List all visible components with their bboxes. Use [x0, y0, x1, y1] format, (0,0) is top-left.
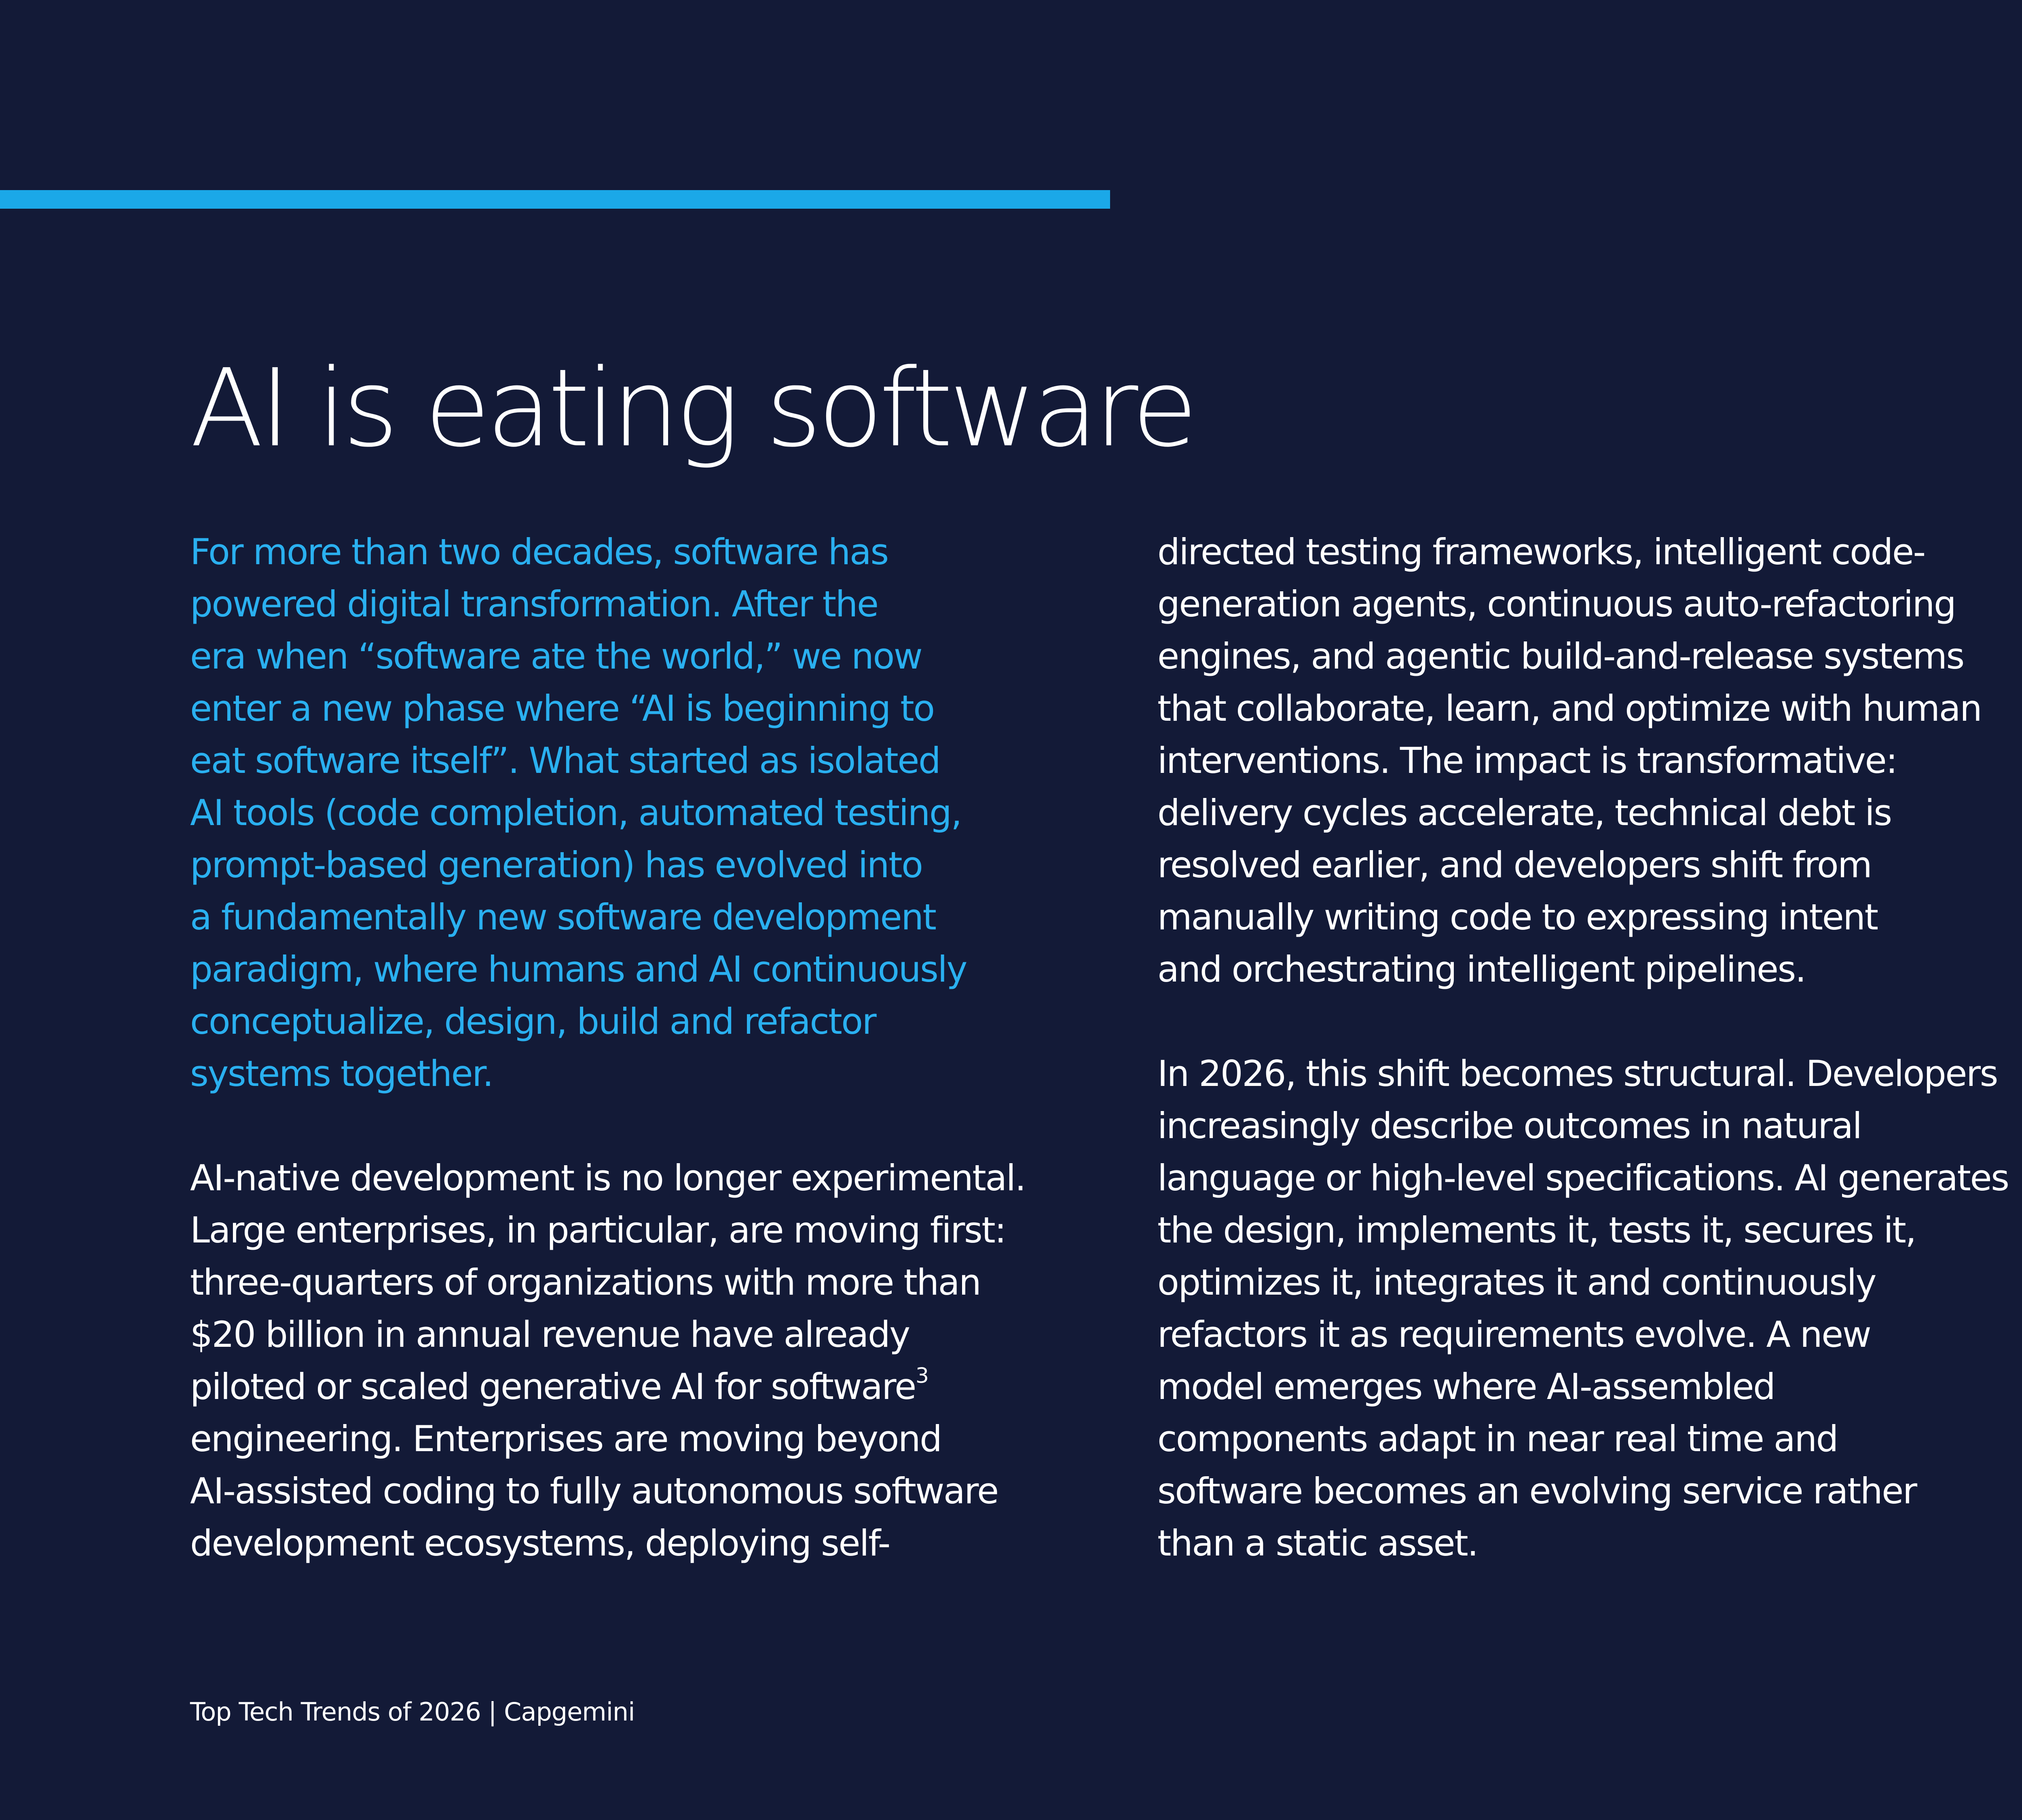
body-paragraph-2026-shift: In 2026, this shift becomes structural. Developers increasingly describe outcomes in natural language or high-level specifications. AI generates the design, implements it, tests it, secures it, optimizes it, integrates it and continuously refactors it as requirements evolve. A new model emerges where AI-assembled components adapt in near real time and software becomes an evolving service rather than a static asset.	[1157, 1053, 2009, 1564]
body-paragraph-enterprise-adoption	[190, 1152, 1047, 1569]
lead-paragraph: For more than two decades, software has powered digital transformation. After the era when “software ate the world,” we now enter a new phase where “AI is beginning to eat software itself”. What started as isolated AI tools (code completion, automated testing, prompt-based generation) has evolved into a fundamentally new software development paradigm, where humans and AI continuously conceptualize, design, build and refactor systems together.	[190, 531, 967, 1094]
body-paragraph-agentic-tooling: directed testing frameworks, intelligent code- generation agents, continuous auto-refactoring engines, and agentic build-and-release systems that collaborate, learn, and optimize with human interventions. The impact is transformative: delivery cycles accelerate, technical debt is resolved earlier, and developers shift from manually writing code to expressing intent and orchestrating intelligent pipelines.	[1157, 531, 1982, 990]
footnote-reference[interactable]: 3	[915, 1364, 929, 1388]
page-title: AI is eating software	[190, 346, 1194, 471]
column-1	[190, 526, 1047, 1569]
body-text: engineering. Enterprises are moving beyond AI-assisted coding to fully autonomous software development ecosystems, deploying self-	[190, 1418, 998, 1564]
column-2	[1157, 526, 2015, 1569]
accent-bar	[0, 190, 1110, 209]
footer-publication: Top Tech Trends of 2026 | Capgemini	[190, 1697, 635, 1727]
body-text: AI-native development is no longer experimental. Large enterprises, in particular, are moving first: three-quarters of organizations with more than $20 billion in annual revenue have already piloted or scaled generative AI for software	[190, 1157, 1026, 1407]
